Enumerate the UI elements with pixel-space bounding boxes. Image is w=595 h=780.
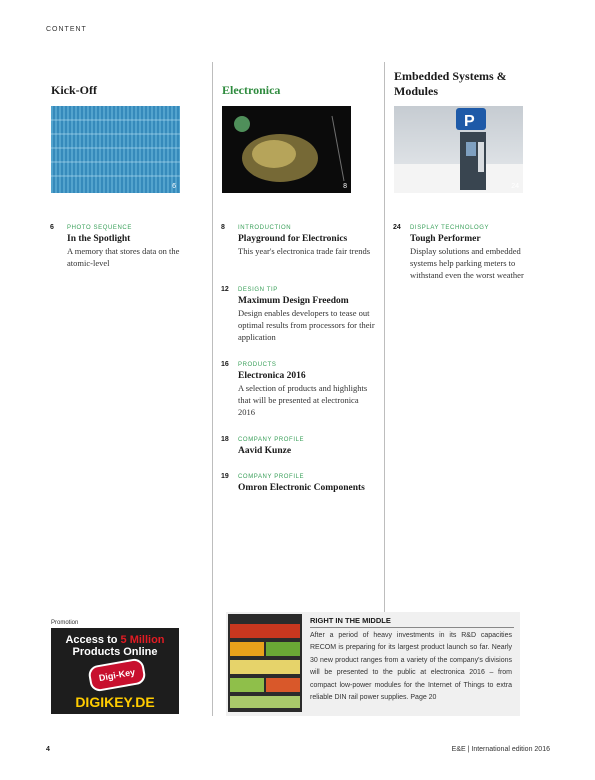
entry-description: Design enables developers to tease out optimal results from processors for their application: [238, 308, 375, 342]
entry-title: Tough Performer: [410, 234, 481, 244]
toc-entry[interactable]: [393, 224, 540, 281]
entry-description: Display solutions and embedded systems help parking meters to withstand even the worst weather: [410, 246, 524, 280]
entry-page-number: 6: [50, 224, 54, 231]
entry-title: Electronica 2016: [238, 371, 306, 381]
ad-headline: [51, 634, 179, 658]
digikey-logo: Digi-Key: [87, 657, 147, 692]
ad-headline-line2: Products Online: [72, 646, 158, 658]
entry-title: Omron Electronic Components: [238, 483, 365, 493]
produce-market-image: [228, 614, 302, 712]
entry-page-number: 19: [221, 473, 229, 480]
ad-headline-pre: Access to: [65, 634, 121, 646]
image-page-number: 24: [511, 183, 519, 190]
column-divider: [384, 62, 385, 614]
entry-category: COMPANY PROFILE: [238, 437, 305, 443]
column-divider: [212, 612, 213, 716]
entry-description: A memory that stores data on the atomic-level: [67, 246, 180, 268]
feature-box-body: After a period of heavy investments in its R&D capacities RECOM is preparing for its largest product launch so far. Nearly 30 new product ranges from a variety of the company's divisions will be presented to the public at electronica 2016 – from compact low-power modules for the Internet of Things to extra reliable DIN rail power supplies. Page 20: [310, 632, 512, 702]
toc-entry[interactable]: [221, 361, 376, 418]
digikey-advertisement[interactable]: [51, 628, 179, 714]
column-title-electronica: Electronica: [222, 83, 281, 97]
footer-page-number: 4: [46, 746, 50, 753]
column-title-kickoff: Kick-Off: [51, 83, 97, 97]
entry-page-number: 12: [221, 286, 229, 293]
toc-entry[interactable]: [221, 436, 376, 457]
entry-category: DISPLAY TECHNOLOGY: [410, 225, 490, 231]
image-page-number: 8: [343, 183, 347, 190]
toc-entry[interactable]: [50, 224, 205, 269]
entry-page-number: 18: [221, 436, 229, 443]
image-page-number: 6: [172, 183, 176, 190]
entry-title: Playground for Electronics: [238, 234, 348, 244]
ad-headline-highlight: 5 Million: [120, 634, 165, 646]
feature-box[interactable]: [226, 612, 520, 716]
entry-category: DESIGN TIP: [238, 287, 278, 293]
footer-edition: E&E | International edition 2016: [451, 746, 550, 753]
column-divider: [212, 62, 213, 614]
entry-page-number: 24: [393, 224, 401, 231]
entry-title: Maximum Design Freedom: [238, 296, 349, 306]
entry-category: PRODUCTS: [238, 362, 277, 368]
ad-url: DIGIKEY.DE: [75, 694, 155, 710]
entry-category: PHOTO SEQUENCE: [67, 225, 132, 231]
toc-entry[interactable]: [221, 224, 376, 257]
entry-page-number: 16: [221, 361, 229, 368]
toc-entry[interactable]: [221, 286, 376, 343]
promotion-label: Promotion: [51, 620, 79, 626]
entry-page-number: 8: [221, 224, 225, 231]
section-header: CONTENT: [46, 26, 87, 33]
memory-chip-image[interactable]: [51, 106, 180, 193]
column-title-embedded: Embedded Systems & Modules: [394, 69, 507, 98]
entry-title: Aavid Kunze: [238, 446, 292, 456]
toc-entry[interactable]: [221, 473, 376, 494]
entry-description: A selection of products and highlights that will be presented at electronica 2016: [238, 383, 368, 417]
feature-box-title: RIGHT IN THE MIDDLE: [310, 616, 391, 625]
splash-image[interactable]: [222, 106, 351, 193]
svg-text:P: P: [464, 113, 475, 130]
divider: [310, 627, 514, 628]
entry-category: COMPANY PROFILE: [238, 474, 305, 480]
entry-title: In the Spotlight: [67, 234, 131, 244]
entry-description: This year's electronica trade fair trends: [238, 246, 371, 256]
parking-meter-image[interactable]: [394, 106, 523, 193]
entry-category: INTRODUCTION: [238, 225, 292, 231]
